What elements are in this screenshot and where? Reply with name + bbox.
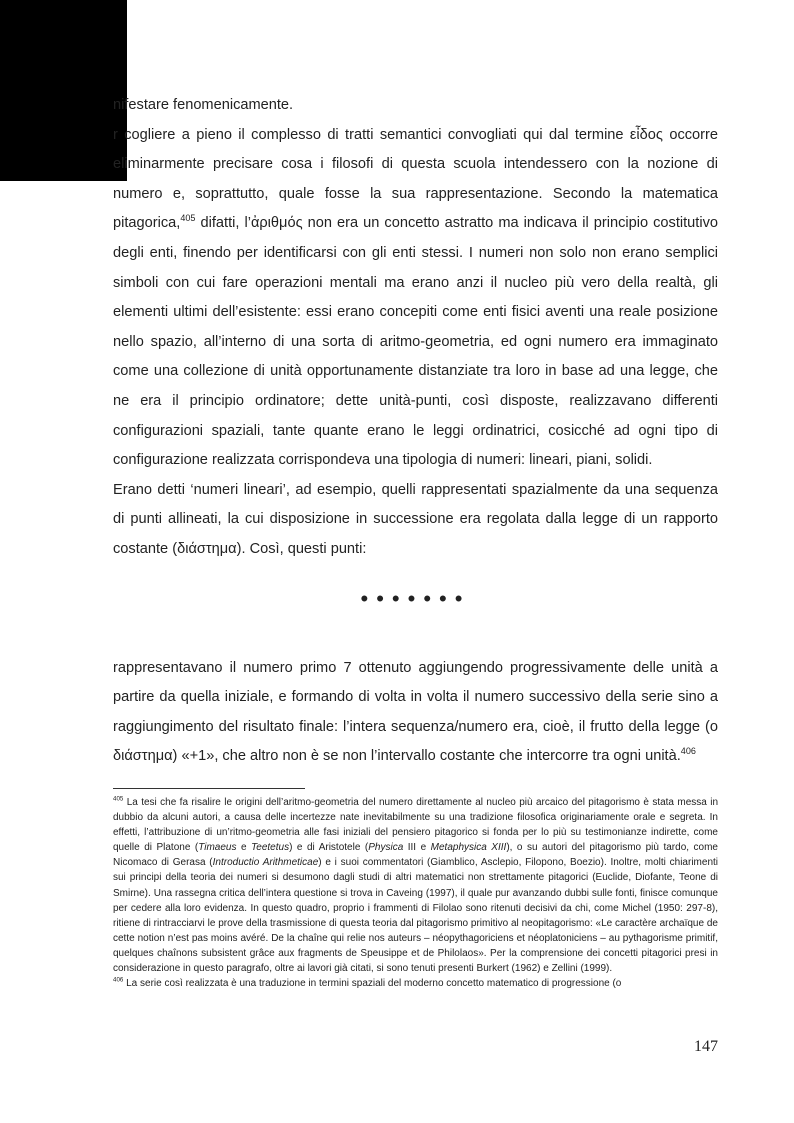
footnote-number-405: 405 — [113, 795, 124, 803]
paragraph-3-text: Erano detti ‘numeri lineari’, ad esempio, quelli rappresentati spazialmente da una sequenza di punti allineati, la cui disposizione in successione era regolata dalla legge di un rapporto costante (διάστημα). Così, questi punti: — [113, 481, 718, 557]
paragraph-4-text: rappresentavano il numero primo 7 ottenuto aggiungendo progressivamente delle unità a partire da quella iniziale, e formando di volta in volta il numero successivo della serie sino a raggiungimento del risultato finale: l’intera sequenza/numero era, cioè, il frutto della legge (o διάστημα) «+1», che altro non è se non l’intervallo costante che intercorre tra ogni unità. — [113, 659, 718, 765]
footnote-ref-405[interactable]: 405 — [180, 213, 196, 224]
paragraph-2 — [113, 121, 718, 476]
seven-dots-figure: ••••••• — [360, 586, 471, 611]
footnote-405-title: Teetetus — [251, 842, 290, 854]
footnote-ref-406[interactable]: 406 — [680, 746, 696, 757]
paragraph-3 — [113, 476, 718, 565]
paragraph-2-text-a: r cogliere a pieno il complesso di tratti semantici convogliati qui dal termine εἶδος occorre eliminarmente precisare cosa i filosofi di questa scuola intendessero con la nozione di numero e, soprattutto, quale fosse la sua rappresentazione. Secondo la matematica pitagorica, — [113, 126, 718, 232]
paragraph-1-text: nifestare fenomenicamente. — [113, 97, 294, 113]
footnote-number-406: 406 — [113, 976, 124, 984]
footnote-405-text: ), o su autori del pitagorismo più tardo, come Nicomaco di Gerasa ( — [113, 842, 718, 869]
paragraph-2-text-b: difatti, l’ἀριθμός non era un concetto astratto ma indicava il principio costitutivo degli enti, finendo per identificarsi con gli enti stessi. I numeri non solo non erano semplici simboli con cui fare operazioni mentali ma erano anzi il nucleo più vero della realtà, gli elementi ultimi dell’esistente: essi erano concepiti come enti fisici aventi una reale posizione nello spazio, all’interno di una sorta di aritmo-geometria, ed ogni numero era immaginato come una collezione di unità opportunamente distanziate tra loro in base ad una legge, che ne era il principio ordinatore; dette unità-punti, così disposte, realizzavano differenti configurazioni spaziali, tante quante erano le leggi ordinatrici, cosicché ad ogni tipo di configurazione realizzata corrispondeva una tipologia di numeri: lineari, piani, solidi. — [113, 215, 718, 469]
redaction-block — [0, 0, 127, 181]
footnote-405-title: Timaeus — [198, 842, 237, 854]
footnote-405-text: ) e di Aristotele ( — [289, 842, 369, 854]
paragraph-1 — [113, 91, 718, 121]
footnote-405-title: Metaphysica XIII — [430, 842, 507, 854]
footnote-406 — [113, 976, 718, 991]
footnote-405-text: ) e i suoi commentatori (Giamblico, Asclepio, Filopono, Boezio). Inoltre, molti chiarimenti sui principi della teoria dei numeri si desumono dagli studi di altri matematici non strettamente pitagorici (Euclide, Diofante, Teone di Smirne). Una rassegna critica dell’intera questione si trova in Caveing (1997), il quale pur avanzando dubbi sulle fonti, finisce comunque per cedere alla loro evidenza. In questo quadro, proprio i frammenti di Filolao sono ritenuti decisivi da chi, come Michel (1950: 297-8), ritiene di rintracciarvi le prove della trasmissione di questa teoria dal pitagorismo primitivo al neopitagorismo: «Le caractère archaïque de cette notion n’est pas moins avéré. De la chaîne qui relie nos auteurs – néopythagoriciens et néoplatoniciens – au pythagorisme primitif, quelques chaînons subsistent grâce aux fragments de Speusippe et de Philolaos». Per la comprensione dei concetti pitagorici presi in considerazione in questo paragrafo, oltre ai lavori già citati, si sono tenuti presenti Burkert (1962) e Zellini (1999). — [113, 857, 719, 975]
footnote-405-title: Introductio Arithmeticae — [212, 857, 319, 869]
footnote-separator — [113, 788, 305, 789]
footnote-405-text: e — [236, 842, 252, 854]
footnote-405 — [113, 795, 718, 976]
footnote-405-text: III e — [403, 842, 431, 854]
footnote-405-title: Physica — [368, 842, 404, 854]
main-text — [113, 91, 718, 772]
footnote-406-text: La serie così realizzata è una traduzione in termini spaziali del moderno concetto matematico di progressione (o — [123, 978, 622, 990]
footnotes — [113, 795, 718, 991]
paragraph-4 — [113, 654, 718, 772]
footnote-405-text: La tesi che fa risalire le origini dell’aritmo-geometria del numero direttamente al nucleo più arcaico del pitagorismo è stata messa in dubbio da alcuni autori, a causa delle incertezze nate inevitabilmente su una tradizione filosofica originariamente orale e segreta. In effetti, l’attribuzione di un’ritmo-geometria alle fasi iniziali del pensiero pitagorico si fonda per lo più su testimonianze indirette, come quelle di Platone ( — [113, 797, 718, 854]
page-number: 147 — [694, 1038, 718, 1055]
